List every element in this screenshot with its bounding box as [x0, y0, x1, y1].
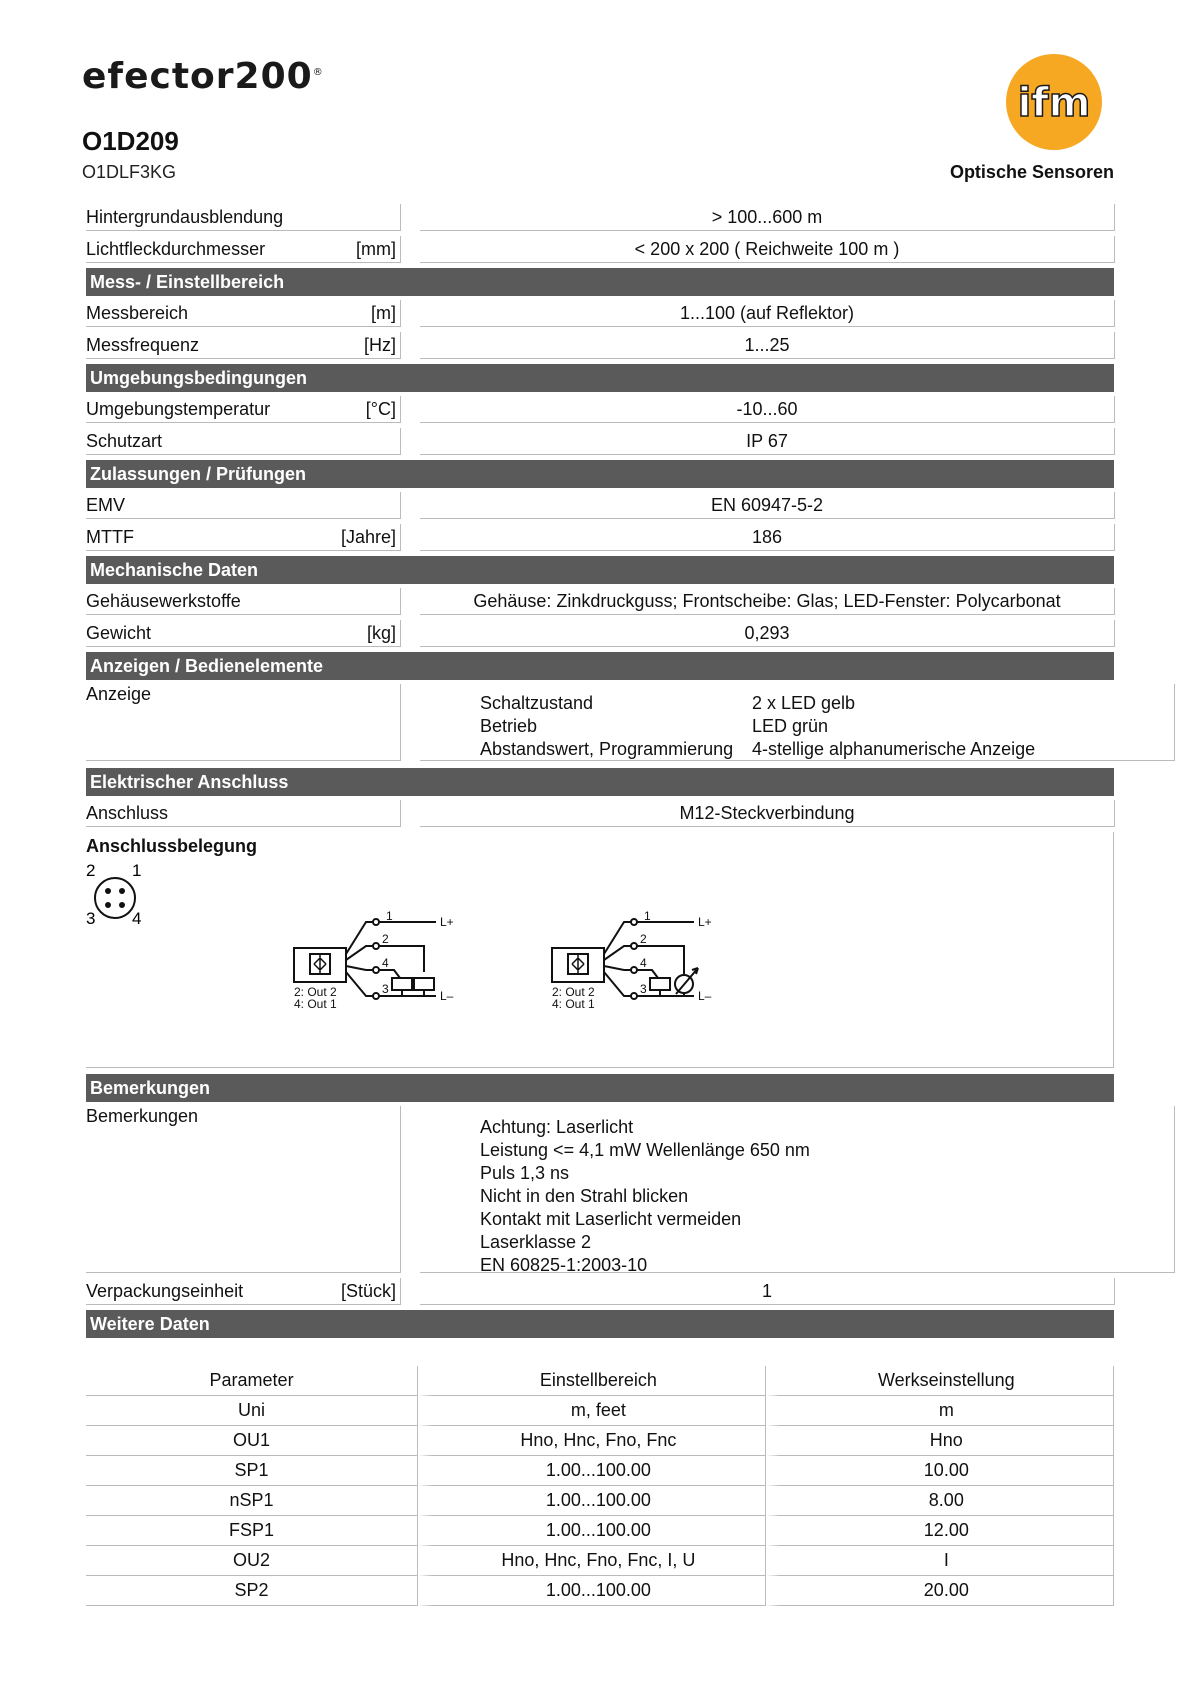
column-header: Parameter: [86, 1366, 418, 1396]
spec-unit: [°C]: [365, 398, 396, 419]
table-cell: 10.00: [766, 1456, 1114, 1486]
spec-unit: [kg]: [366, 622, 396, 643]
svg-text:2: 2: [86, 861, 96, 880]
table-cell: OU2: [86, 1546, 418, 1576]
spec-label: Gehäusewerkstoffe: [86, 590, 241, 611]
svg-text:4: Out 1: 4: Out 1: [552, 997, 595, 1011]
spec-row: [86, 492, 1114, 524]
svg-text:1: 1: [132, 861, 142, 880]
table-row: [86, 1546, 1114, 1576]
spec-unit: [mm]: [356, 238, 396, 259]
ifm-logo: [1004, 52, 1104, 152]
spec-value: < 200 x 200 ( Reichweite 100 m ): [420, 236, 1115, 263]
table-row: [86, 1516, 1114, 1546]
table-row: [86, 1396, 1114, 1426]
svg-text:2: Out 2: 2: Out 2: [552, 985, 595, 999]
m12-connector-icon: [86, 861, 141, 928]
svg-text:L+: L+: [440, 915, 454, 929]
table-cell: 8.00: [766, 1486, 1114, 1516]
table-cell: I: [766, 1546, 1114, 1576]
svg-text:4: 4: [382, 956, 389, 970]
remark-line: Achtung: Laserlicht: [480, 1117, 634, 1137]
column-header: Einstellbereich: [418, 1366, 766, 1396]
spec-unit: [Stück]: [340, 1280, 396, 1301]
section-header-weitere: Weitere Daten: [86, 1310, 1114, 1338]
table-cell: m: [766, 1396, 1114, 1426]
table-cell: Hno, Hnc, Fno, Fnc: [418, 1426, 766, 1456]
table-cell: 20.00: [766, 1576, 1114, 1606]
section-header-mechanik: Mechanische Daten: [86, 556, 1114, 584]
spec-label: Anzeige: [86, 684, 152, 704]
svg-text:4: 4: [132, 909, 142, 928]
spec-label: Hintergrundausblendung: [86, 206, 284, 227]
svg-text:ifm: ifm: [1017, 80, 1091, 126]
spec-label: Gewicht: [86, 622, 152, 643]
spec-row: [86, 332, 1114, 364]
spec-value: 1: [420, 1278, 1115, 1305]
table-cell: Hno, Hnc, Fno, Fnc, I, U: [418, 1546, 766, 1576]
table-header-row: [86, 1366, 1114, 1396]
table-cell: FSP1: [86, 1516, 418, 1546]
display-item: Abstandswert, Programmierung 4-stellige alphanumerische Anzeige: [480, 739, 1036, 759]
table-row: [86, 1426, 1114, 1456]
product-variant: O1DLF3KG: [82, 162, 177, 182]
section-header-bemerkungen: Bemerkungen: [86, 1074, 1114, 1102]
table-cell: 1.00...100.00: [418, 1456, 766, 1486]
spec-content: [86, 204, 1114, 1342]
spec-label: Lichtfleckdurchmesser: [86, 238, 266, 259]
spec-row-remarks: [86, 1106, 1114, 1278]
spec-row: [86, 620, 1114, 652]
table-cell: Hno: [766, 1426, 1114, 1456]
spec-unit: [Jahre]: [340, 526, 396, 547]
svg-text:L–: L–: [698, 989, 712, 1003]
display-item: Betrieb LED grün: [480, 716, 829, 736]
remarks-list: [420, 1106, 1175, 1273]
spec-row: [86, 524, 1114, 556]
display-list: [420, 684, 1175, 761]
section-header-umgebung: Umgebungsbedingungen: [86, 364, 1114, 392]
spec-row: [86, 588, 1114, 620]
spec-unit: [Hz]: [363, 334, 396, 355]
svg-text:3: 3: [640, 982, 647, 996]
svg-text:L+: L+: [698, 915, 712, 929]
table-cell: SP1: [86, 1456, 418, 1486]
table-cell: nSP1: [86, 1486, 418, 1516]
svg-text:4: 4: [640, 956, 647, 970]
spec-label: Verpackungseinheit: [86, 1280, 244, 1301]
spec-value: 1...25: [420, 332, 1115, 359]
spec-label: EMV: [86, 494, 126, 515]
spec-value: EN 60947-5-2: [420, 492, 1115, 519]
column-header: Werkseinstellung: [766, 1366, 1114, 1396]
spec-value: Gehäuse: Zinkdruckguss; Frontscheibe: Glas; LED-Fenster: Polycarbonat: [420, 588, 1115, 615]
spec-row: [86, 800, 1114, 832]
spec-unit: [m]: [371, 302, 396, 323]
spec-label: Umgebungstemperatur: [86, 398, 271, 419]
spec-row: [86, 204, 1114, 236]
display-item: Schaltzustand 2 x LED gelb: [480, 693, 856, 713]
svg-text:4: Out 1: 4: Out 1: [294, 997, 337, 1011]
remark-line: Laserklasse 2: [480, 1232, 592, 1252]
table-cell: 1.00...100.00: [418, 1486, 766, 1516]
spec-row-display: [86, 684, 1114, 768]
spec-value: M12-Steckverbindung: [420, 800, 1115, 827]
svg-text:3: 3: [382, 982, 389, 996]
table-cell: Uni: [86, 1396, 418, 1426]
section-header-mess: Mess- / Einstellbereich: [86, 268, 1114, 296]
further-data-table: [86, 1366, 1114, 1606]
wiring-title: Anschlussbelegung: [86, 836, 258, 856]
remark-line: Kontakt mit Laserlicht vermeiden: [480, 1209, 742, 1229]
spec-label: Schutzart: [86, 430, 163, 451]
table-row: [86, 1486, 1114, 1516]
category-label: Optische Sensoren: [949, 162, 1114, 182]
svg-text:2: 2: [382, 932, 389, 946]
svg-text:2: Out 2: 2: Out 2: [294, 985, 337, 999]
svg-text:L–: L–: [440, 989, 454, 1003]
wiring-diagram: [86, 860, 1114, 1060]
table-cell: 12.00: [766, 1516, 1114, 1546]
spec-label: Messfrequenz: [86, 334, 200, 355]
section-header-elektrik: Elektrischer Anschluss: [86, 768, 1114, 796]
table-cell: 1.00...100.00: [418, 1516, 766, 1546]
spec-row: [86, 396, 1114, 428]
spec-value: 1...100 (auf Reflektor): [420, 300, 1115, 327]
remark-line: Nicht in den Strahl blicken: [480, 1186, 689, 1206]
spec-value: > 100...600 m: [420, 204, 1115, 231]
spec-row: [86, 428, 1114, 460]
spec-row: [86, 300, 1114, 332]
spec-label: MTTF: [86, 526, 134, 547]
svg-text:1: 1: [386, 909, 393, 923]
spec-value: 186: [420, 524, 1115, 551]
remark-line: EN 60825-1:2003-10: [480, 1255, 648, 1275]
remark-line: Leistung <= 4,1 mW Wellenlänge 650 nm: [480, 1140, 810, 1160]
svg-text:3: 3: [86, 909, 96, 928]
remark-line: Puls 1,3 ns: [480, 1163, 570, 1183]
table-cell: m, feet: [418, 1396, 766, 1426]
spec-label: Anschluss: [86, 802, 169, 823]
svg-text:1: 1: [644, 909, 651, 923]
brand-wordmark: efector200®: [82, 56, 324, 97]
product-code: O1D209: [82, 126, 179, 156]
section-header-zulassungen: Zulassungen / Prüfungen: [86, 460, 1114, 488]
spec-value: IP 67: [420, 428, 1115, 455]
wiring-diagram-area: [86, 832, 1114, 1068]
spec-label: Bemerkungen: [86, 1106, 199, 1126]
spec-row: [86, 1278, 1114, 1310]
spec-value: -10...60: [420, 396, 1115, 423]
table-row: [86, 1576, 1114, 1606]
table-cell: 1.00...100.00: [418, 1576, 766, 1606]
table-cell: SP2: [86, 1576, 418, 1606]
svg-text:2: 2: [640, 932, 647, 946]
table-row: [86, 1456, 1114, 1486]
spec-label: Messbereich: [86, 302, 189, 323]
spec-row: [86, 236, 1114, 268]
table-cell: OU1: [86, 1426, 418, 1456]
section-header-anzeigen: Anzeigen / Bedienelemente: [86, 652, 1114, 680]
spec-value: 0,293: [420, 620, 1115, 647]
